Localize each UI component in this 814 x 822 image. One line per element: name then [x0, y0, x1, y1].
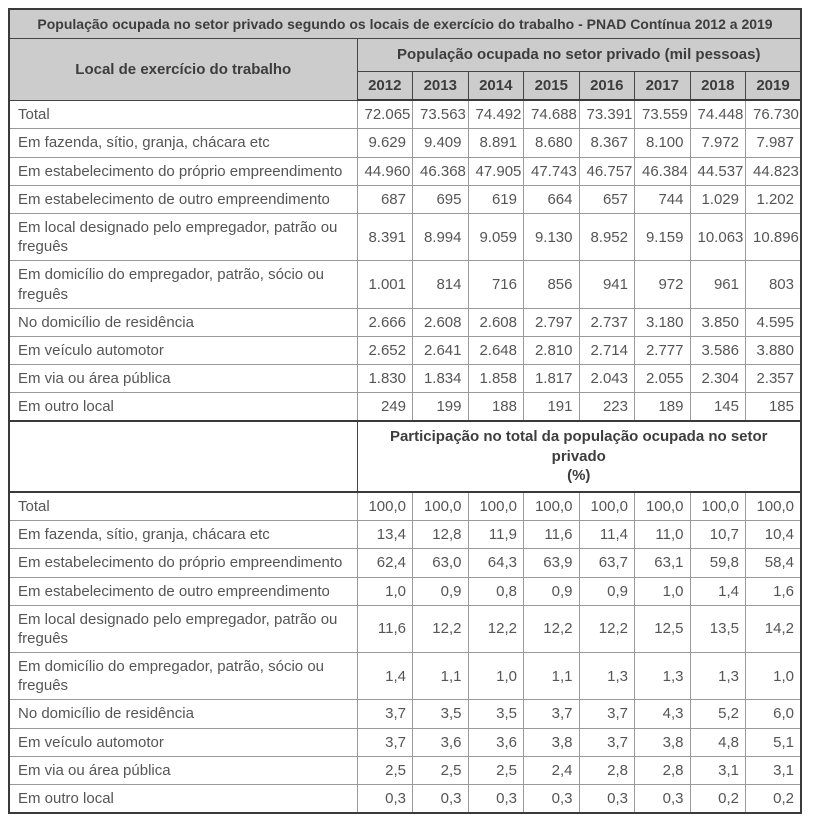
cell-value: 1,0 [635, 577, 691, 605]
cell-value: 13,5 [690, 605, 746, 652]
row-label: Em veículo automotor [9, 728, 357, 756]
cell-value: 2.608 [468, 308, 524, 336]
cell-value: 0,3 [468, 785, 524, 814]
cell-value: 0,9 [413, 577, 469, 605]
cell-value: 814 [413, 261, 469, 308]
cell-value: 73.391 [579, 100, 635, 129]
table-row [9, 129, 801, 157]
cell-value: 223 [579, 393, 635, 422]
year-header-2013: 2013 [413, 71, 469, 100]
cell-value: 185 [746, 393, 802, 422]
cell-value: 145 [690, 393, 746, 422]
cell-value: 11,0 [635, 521, 691, 549]
cell-value: 941 [579, 261, 635, 308]
cell-value: 8.952 [579, 213, 635, 260]
cell-value: 1,0 [468, 653, 524, 700]
year-header-2012: 2012 [357, 71, 413, 100]
cell-value: 972 [635, 261, 691, 308]
section2-header-line2: (%) [567, 467, 591, 485]
pnad-table [8, 8, 802, 814]
cell-value: 2.714 [579, 336, 635, 364]
cell-value: 63,1 [635, 549, 691, 577]
cell-value: 1.817 [524, 365, 580, 393]
cell-value: 62,4 [357, 549, 413, 577]
cell-value: 46.757 [579, 157, 635, 185]
cell-value: 8.367 [579, 129, 635, 157]
row-label: Em domicílio do empregador, patrão, sócio ou freguês [9, 261, 357, 308]
row-label: Em outro local [9, 393, 357, 422]
cell-value: 3,6 [468, 728, 524, 756]
cell-value: 199 [413, 393, 469, 422]
cell-value: 2.652 [357, 336, 413, 364]
cell-value: 8.100 [635, 129, 691, 157]
cell-value: 46.384 [635, 157, 691, 185]
cell-value: 803 [746, 261, 802, 308]
row-label: No domicílio de residência [9, 700, 357, 728]
table-row [9, 185, 801, 213]
row-label: Em estabelecimento de outro empreendimento [9, 185, 357, 213]
table-row [9, 336, 801, 364]
cell-value: 664 [524, 185, 580, 213]
row-label: Em via ou área pública [9, 756, 357, 784]
cell-value: 695 [413, 185, 469, 213]
cell-value: 0,2 [690, 785, 746, 814]
cell-value: 1,1 [413, 653, 469, 700]
row-header-label: Local de exercício do trabalho [9, 39, 357, 101]
cell-value: 1,1 [524, 653, 580, 700]
header-row [9, 39, 801, 72]
cell-value: 2,5 [468, 756, 524, 784]
row-label: Total [9, 100, 357, 129]
cell-value: 249 [357, 393, 413, 422]
cell-value: 3,1 [690, 756, 746, 784]
cell-value: 1,6 [746, 577, 802, 605]
table-row [9, 756, 801, 784]
cell-value: 11,6 [357, 605, 413, 652]
cell-value: 2,5 [357, 756, 413, 784]
cell-value: 9.629 [357, 129, 413, 157]
cell-value: 0,9 [579, 577, 635, 605]
row-label: No domicílio de residência [9, 308, 357, 336]
section2-header-body [9, 421, 801, 492]
cell-value: 3,5 [468, 700, 524, 728]
cell-value: 2.810 [524, 336, 580, 364]
table-row [9, 653, 801, 700]
cell-value: 1.834 [413, 365, 469, 393]
cell-value: 74.492 [468, 100, 524, 129]
cell-value: 12,8 [413, 521, 469, 549]
cell-value: 0,8 [468, 577, 524, 605]
table-row [9, 549, 801, 577]
cell-value: 72.065 [357, 100, 413, 129]
cell-value: 1.858 [468, 365, 524, 393]
cell-value: 3,7 [579, 700, 635, 728]
row-label: Em domicílio do empregador, patrão, sócio ou freguês [9, 653, 357, 700]
cell-value: 7.987 [746, 129, 802, 157]
cell-value: 9.130 [524, 213, 580, 260]
row-label: Em veículo automotor [9, 336, 357, 364]
title-row [9, 9, 801, 39]
cell-value: 2.777 [635, 336, 691, 364]
cell-value: 2.043 [579, 365, 635, 393]
cell-value: 100,0 [357, 492, 413, 521]
cell-value: 100,0 [524, 492, 580, 521]
cell-value: 3.586 [690, 336, 746, 364]
cell-value: 1,3 [690, 653, 746, 700]
cell-value: 7.972 [690, 129, 746, 157]
cell-value: 59,8 [690, 549, 746, 577]
empty-corner-cell [9, 421, 357, 492]
table-row [9, 261, 801, 308]
cell-value: 47.743 [524, 157, 580, 185]
cell-value: 2.357 [746, 365, 802, 393]
cell-value: 44.537 [690, 157, 746, 185]
cell-value: 961 [690, 261, 746, 308]
cell-value: 1,4 [357, 653, 413, 700]
row-label: Em local designado pelo empregador, patrão ou freguês [9, 605, 357, 652]
cell-value: 44.823 [746, 157, 802, 185]
cell-value: 100,0 [746, 492, 802, 521]
cell-value: 191 [524, 393, 580, 422]
cell-value: 47.905 [468, 157, 524, 185]
cell-value: 3,5 [413, 700, 469, 728]
cell-value: 2,5 [413, 756, 469, 784]
section1-header: População ocupada no setor privado (mil pessoas) [357, 39, 801, 72]
row-label: Em local designado pelo empregador, patrão ou freguês [9, 213, 357, 260]
cell-value: 3.850 [690, 308, 746, 336]
cell-value: 9.159 [635, 213, 691, 260]
cell-value: 2.797 [524, 308, 580, 336]
cell-value: 10.896 [746, 213, 802, 260]
cell-value: 3,8 [635, 728, 691, 756]
table-row [9, 393, 801, 422]
cell-value: 2.737 [579, 308, 635, 336]
section2-header-row [9, 421, 801, 492]
cell-value: 2.304 [690, 365, 746, 393]
year-header-2019: 2019 [746, 71, 802, 100]
cell-value: 619 [468, 185, 524, 213]
cell-value: 63,7 [579, 549, 635, 577]
cell-value: 189 [635, 393, 691, 422]
cell-value: 0,2 [746, 785, 802, 814]
cell-value: 856 [524, 261, 580, 308]
table-row [9, 365, 801, 393]
cell-value: 1.830 [357, 365, 413, 393]
cell-value: 10.063 [690, 213, 746, 260]
cell-value: 73.563 [413, 100, 469, 129]
cell-value: 12,5 [635, 605, 691, 652]
year-header-2017: 2017 [635, 71, 691, 100]
cell-value: 3.880 [746, 336, 802, 364]
section1-body [9, 100, 801, 421]
section2-header-line1: Participação no total da população ocupada no setor privado [389, 428, 768, 465]
cell-value: 2.648 [468, 336, 524, 364]
row-label: Em outro local [9, 785, 357, 814]
cell-value: 8.680 [524, 129, 580, 157]
cell-value: 3,7 [524, 700, 580, 728]
cell-value: 188 [468, 393, 524, 422]
cell-value: 12,2 [413, 605, 469, 652]
cell-value: 3,8 [524, 728, 580, 756]
cell-value: 3,1 [746, 756, 802, 784]
cell-value: 0,3 [413, 785, 469, 814]
table-title: População ocupada no setor privado segundo os locais de exercício do trabalho - PNAD Contínua 2012 a 2019 [9, 9, 801, 39]
cell-value: 2,8 [579, 756, 635, 784]
cell-value: 100,0 [468, 492, 524, 521]
table-row [9, 728, 801, 756]
table-row [9, 100, 801, 129]
row-label: Total [9, 492, 357, 521]
cell-value: 1.029 [690, 185, 746, 213]
cell-value: 0,3 [524, 785, 580, 814]
cell-value: 5,2 [690, 700, 746, 728]
cell-value: 8.391 [357, 213, 413, 260]
cell-value: 744 [635, 185, 691, 213]
cell-value: 3,7 [357, 728, 413, 756]
table-row [9, 157, 801, 185]
cell-value: 11,6 [524, 521, 580, 549]
cell-value: 12,2 [468, 605, 524, 652]
cell-value: 12,2 [524, 605, 580, 652]
cell-value: 2,8 [635, 756, 691, 784]
table-row [9, 521, 801, 549]
section2-body [9, 492, 801, 813]
cell-value: 10,4 [746, 521, 802, 549]
cell-value: 3,6 [413, 728, 469, 756]
row-label: Em estabelecimento de outro empreendimento [9, 577, 357, 605]
cell-value: 1.001 [357, 261, 413, 308]
cell-value: 0,3 [635, 785, 691, 814]
cell-value: 74.688 [524, 100, 580, 129]
cell-value: 6,0 [746, 700, 802, 728]
cell-value: 4,8 [690, 728, 746, 756]
row-label: Em estabelecimento do próprio empreendimento [9, 549, 357, 577]
cell-value: 3.180 [635, 308, 691, 336]
cell-value: 76.730 [746, 100, 802, 129]
cell-value: 74.448 [690, 100, 746, 129]
row-label: Em fazenda, sítio, granja, chácara etc [9, 129, 357, 157]
cell-value: 1,4 [690, 577, 746, 605]
cell-value: 2.666 [357, 308, 413, 336]
cell-value: 0,3 [357, 785, 413, 814]
cell-value: 9.409 [413, 129, 469, 157]
cell-value: 11,4 [579, 521, 635, 549]
cell-value: 63,0 [413, 549, 469, 577]
cell-value: 1.202 [746, 185, 802, 213]
row-label: Em fazenda, sítio, granja, chácara etc [9, 521, 357, 549]
cell-value: 8.994 [413, 213, 469, 260]
cell-value: 3,7 [357, 700, 413, 728]
cell-value: 1,3 [635, 653, 691, 700]
cell-value: 63,9 [524, 549, 580, 577]
cell-value: 1,3 [579, 653, 635, 700]
year-header-2018: 2018 [690, 71, 746, 100]
table-row [9, 213, 801, 260]
cell-value: 2.608 [413, 308, 469, 336]
cell-value: 1,0 [746, 653, 802, 700]
cell-value: 100,0 [413, 492, 469, 521]
table-row [9, 785, 801, 814]
section2-header [357, 421, 801, 492]
cell-value: 73.559 [635, 100, 691, 129]
cell-value: 4.595 [746, 308, 802, 336]
cell-value: 11,9 [468, 521, 524, 549]
cell-value: 0,3 [579, 785, 635, 814]
cell-value: 44.960 [357, 157, 413, 185]
cell-value: 2.055 [635, 365, 691, 393]
cell-value: 657 [579, 185, 635, 213]
cell-value: 46.368 [413, 157, 469, 185]
cell-value: 2.641 [413, 336, 469, 364]
cell-value: 100,0 [635, 492, 691, 521]
cell-value: 10,7 [690, 521, 746, 549]
cell-value: 9.059 [468, 213, 524, 260]
year-header-2014: 2014 [468, 71, 524, 100]
cell-value: 2,4 [524, 756, 580, 784]
table-row [9, 577, 801, 605]
cell-value: 100,0 [579, 492, 635, 521]
cell-value: 1,0 [357, 577, 413, 605]
table-row [9, 605, 801, 652]
cell-value: 716 [468, 261, 524, 308]
cell-value: 8.891 [468, 129, 524, 157]
year-header-2015: 2015 [524, 71, 580, 100]
table-head [9, 9, 801, 100]
cell-value: 64,3 [468, 549, 524, 577]
cell-value: 100,0 [690, 492, 746, 521]
row-label: Em estabelecimento do próprio empreendimento [9, 157, 357, 185]
cell-value: 5,1 [746, 728, 802, 756]
cell-value: 687 [357, 185, 413, 213]
cell-value: 58,4 [746, 549, 802, 577]
cell-value: 4,3 [635, 700, 691, 728]
cell-value: 13,4 [357, 521, 413, 549]
year-header-2016: 2016 [579, 71, 635, 100]
row-label: Em via ou área pública [9, 365, 357, 393]
table-row [9, 700, 801, 728]
table-row [9, 308, 801, 336]
cell-value: 12,2 [579, 605, 635, 652]
cell-value: 0,9 [524, 577, 580, 605]
cell-value: 3,7 [579, 728, 635, 756]
cell-value: 14,2 [746, 605, 802, 652]
table-row [9, 492, 801, 521]
